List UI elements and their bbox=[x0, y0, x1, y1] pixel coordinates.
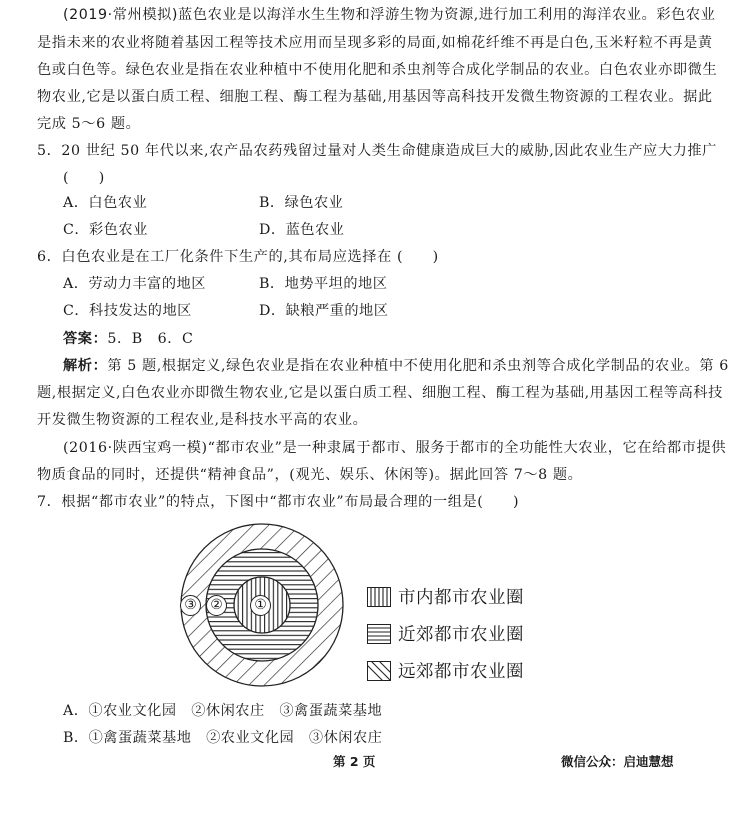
question-5-option-c[interactable]: C．彩色农业 bbox=[63, 222, 148, 238]
legend-label-far-suburban: 远郊都市农业圈 bbox=[398, 662, 524, 682]
question-6-option-c[interactable]: C．科技发达的地区 bbox=[63, 303, 192, 319]
ring-label-1: ① bbox=[250, 595, 271, 616]
page-number: 第 2 页 bbox=[333, 754, 376, 769]
question-6-stem: 6．白色农业是在工厂化条件下生产的,其布局应选择在 ( ) bbox=[37, 249, 439, 265]
passage-2-source: (2016·陕西宝鸡一模) bbox=[63, 440, 208, 456]
question-5-option-d[interactable]: D．蓝色农业 bbox=[259, 222, 345, 238]
question-6-option-d[interactable]: D．缺粮严重的地区 bbox=[259, 303, 389, 319]
horizontal-lines-swatch-icon bbox=[367, 624, 391, 644]
passage-1-line-2: 是指未来的农业将随着基因工程等技术应用而呈现多彩的局面,如棉花纤维不再是白色,玉米籽粒不再是黄 bbox=[37, 35, 713, 51]
legend-label-city: 市内都市农业圈 bbox=[398, 588, 524, 608]
diagonal-lines-swatch-icon bbox=[367, 661, 391, 681]
question-5-option-a[interactable]: A．白色农业 bbox=[63, 195, 148, 211]
ring-label-3: ③ bbox=[180, 595, 201, 616]
legend-item-near-suburban bbox=[367, 621, 524, 646]
question-7-option-b[interactable]: B．①禽蛋蔬菜基地 ②农业文化园 ③休闲农庄 bbox=[63, 730, 383, 746]
ring-label-2: ② bbox=[206, 595, 227, 616]
analysis-label: 解析： bbox=[63, 358, 108, 374]
answer-label: 答案： bbox=[63, 331, 108, 347]
question-5-stem: 5．20 世纪 50 年代以来,农产品农药残留过量对人类生命健康造成巨大的威胁,因此农业生产应大力推广 bbox=[37, 143, 717, 159]
vertical-lines-swatch-icon bbox=[367, 587, 391, 607]
question-5-blank: ( ) bbox=[63, 170, 105, 186]
wechat-credit: 微信公众：启迪慧想 bbox=[561, 754, 674, 769]
question-6-option-a[interactable]: A．劳动力丰富的地区 bbox=[63, 276, 206, 292]
passage-2-line-2: 物质食品的同时，还提供“精神食品”，(观光、娱乐、休闲等)。据此回答 7～8 题。 bbox=[37, 467, 583, 483]
analysis-line-1: 解析：第 5 题,根据定义,绿色农业是指在农业种植中不使用化肥和杀虫剂等合成化学制品的农业。第 6 bbox=[63, 358, 729, 374]
passage-1-line-5: 完成 5～6 题。 bbox=[37, 116, 141, 132]
passage-2-line-1: (2016·陕西宝鸡一模)“都市农业”是一种隶属于都市、服务于都市的全功能性大农业，它在给都市提供 bbox=[63, 440, 727, 456]
legend-item-city bbox=[367, 584, 524, 609]
analysis-line-3: 开发微生物资源的工程农业,是科技水平高的农业。 bbox=[37, 412, 368, 428]
legend-label-near-suburban: 近郊都市农业圈 bbox=[398, 625, 524, 645]
passage-1-line-3: 色或白色等。绿色农业是指在农业种植中不使用化肥和杀虫剂等合成化学制品的农业。白色农业亦即微生 bbox=[37, 62, 718, 78]
passage-1-source: (2019·常州模拟) bbox=[63, 7, 179, 23]
question-7-stem: 7．根据“都市农业”的特点，下图中“都市农业”布局最合理的一组是( ) bbox=[37, 494, 520, 510]
passage-1-line-1: (2019·常州模拟)蓝色农业是以海洋水生生物和浮游生物为资源,进行加工利用的海洋农业。彩色农业 bbox=[63, 7, 716, 23]
answer-text: 5．B 6．C bbox=[107, 331, 194, 347]
legend-item-far-suburban bbox=[367, 658, 524, 683]
question-7-option-a[interactable]: A．①农业文化园 ②休闲农庄 ③禽蛋蔬菜基地 bbox=[63, 703, 383, 719]
question-6-option-b[interactable]: B．地势平坦的地区 bbox=[259, 276, 388, 292]
passage-1-line-4: 物农业,它是以蛋白质工程、细胞工程、酶工程为基础,用基因等高科技开发微生物资源的工程农业。据此 bbox=[37, 89, 713, 105]
question-5-option-b[interactable]: B．绿色农业 bbox=[259, 195, 344, 211]
analysis-line-2: 题,根据定义,白色农业亦即微生物农业,它是以蛋白质工程、细胞工程、酶工程为基础,用基因工程等高科技 bbox=[37, 385, 723, 401]
